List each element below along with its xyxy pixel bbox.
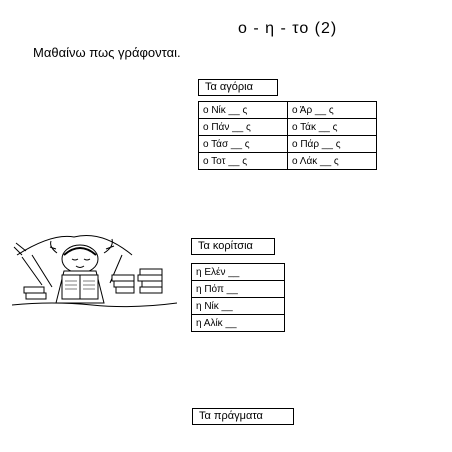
- table-cell[interactable]: ο Νίκ __ ς: [199, 102, 288, 119]
- girl-reading-illustration: [12, 225, 177, 310]
- table-cell[interactable]: ο Πάν __ ς: [199, 119, 288, 136]
- boys-table: [198, 101, 377, 170]
- table-row: [199, 153, 377, 170]
- table-row: [199, 119, 377, 136]
- page-title: ο - η - το (2): [238, 20, 338, 37]
- table-cell[interactable]: ο Τάκ __ ς: [288, 119, 377, 136]
- table-row: [199, 102, 377, 119]
- table-cell[interactable]: ο Πάρ __ ς: [288, 136, 377, 153]
- table-row: [192, 281, 285, 298]
- table-cell[interactable]: ο Τάσ __ ς: [199, 136, 288, 153]
- table-row: [199, 136, 377, 153]
- instruction-text: Μαθαίνω πως γράφονται.: [33, 45, 181, 60]
- girls-table: [191, 263, 285, 332]
- table-cell[interactable]: η Πόπ __: [192, 281, 285, 298]
- table-cell[interactable]: ο Λάκ __ ς: [288, 153, 377, 170]
- table-cell[interactable]: η Αλίκ __: [192, 315, 285, 332]
- table-cell[interactable]: ο Τοτ __ ς: [199, 153, 288, 170]
- boys-label: Τα αγόρια: [198, 79, 278, 96]
- table-row: [192, 264, 285, 281]
- table-row: [192, 315, 285, 332]
- table-cell[interactable]: ο Άρ __ ς: [288, 102, 377, 119]
- table-row: [192, 298, 285, 315]
- table-cell[interactable]: η Ελέν __: [192, 264, 285, 281]
- girls-label: Τα κορίτσια: [191, 238, 275, 255]
- things-label: Τα πράγματα: [192, 408, 294, 425]
- table-cell[interactable]: η Νίκ __: [192, 298, 285, 315]
